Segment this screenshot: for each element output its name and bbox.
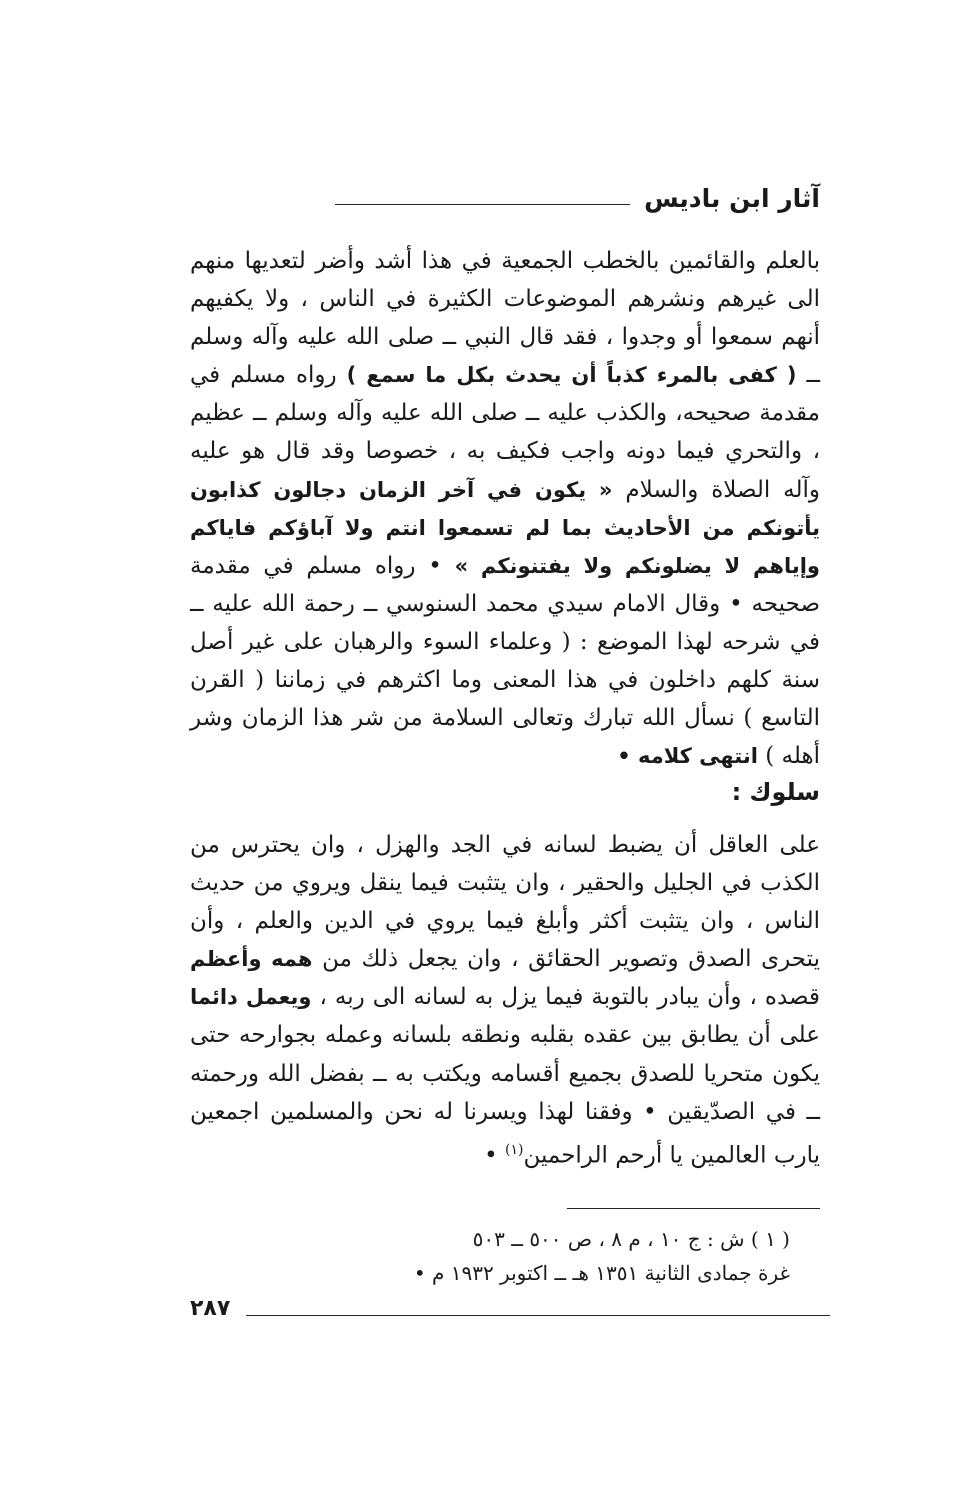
footnote-line-2: غرة جمادى الثانية ١٣٥١ هـ ــ اكتوبر ١٩٣٢ م • [413, 1261, 790, 1285]
quote-ending: انتهى كلامه • [617, 744, 758, 769]
paragraph-2-text-b: قصده ، وأن يبادر بالتوبة فيما يزل به لسانه الى ربه ، [311, 984, 820, 1011]
footnote-rule [567, 1208, 820, 1209]
page-footer [190, 1298, 830, 1320]
paragraph-2-end: • [484, 1142, 505, 1169]
footer-rule [246, 1315, 830, 1316]
book-title: آثار ابن باديس [644, 184, 820, 213]
hadith-quote-1: ( كفى بالمرء كذباً أن يحدث بكل ما سمع ) [346, 363, 797, 388]
footnote-line-1: ( ١ ) ش : ج ١٠ ، م ٨ ، ص ٥٠٠ ــ ٥٠٣ [472, 1227, 790, 1251]
page-number: ٢٨٧ [190, 1296, 231, 1321]
paragraph-2-text-a: على العاقل أن يضبط لسانه في الجد والهزل ، وان يحترس من الكذب في الجليل والحقير ، وان يتثبت فيما ينقل ويروي من حديث الناس ، وان يتثبت أكثر وأبلغ فيما يروي في الدين والعلم ، وأن يتحرى الصدق وتصوير الحقائق ، وان يجعل ذلك من [190, 832, 820, 973]
paragraph-1-text-a: بالعلم والقائمين بالخطب الجمعية في هذا أشد وأضر لتعديها منهم الى غيرهم ونشرهم الموضوعات الكثيرة في الناس ، ولا يكفيهم أنهم سمعوا أو وجدوا ، فقد قال النبي ــ صلى الله عليه وآله وسلم ــ [190, 248, 820, 389]
body-paragraph-1 [190, 242, 820, 775]
body-paragraph-2 [190, 826, 820, 1175]
emphasis-2: ويعمل دائما [190, 985, 312, 1010]
paragraph-1-text-b: رواه مسلم في مقدمة صحيحه، والكذب عليه ــ صلى الله عليه وآله وسلم ــ عظيم ، والتحري فيما دونه واجب فكيف به ، خصوصا وقد قال هو عليه وآله الصلاة والسلام [190, 362, 820, 503]
running-header [335, 186, 820, 211]
paragraph-1-text-c: • رواه مسلم في مقدمة صحيحه • وقال الامام سيدي محمد السنوسي ــ رحمة الله عليه ــ في شرحه لهذا الموضع : ( وعلماء السوء والرهبان على غير أصل سنة كلهم داخلون في هذا المعنى وما اكثرهم في زماننا ( القرن التاسع ) نسأل الله تبارك وتعالى السلامة من شر هذا الزمان وشر أهله ) [190, 552, 820, 770]
emphasis-1: همه وأعظم [190, 947, 313, 972]
hadith-quote-2: « يكون في آخر الزمان دجالون كذابون يأتونكم من الأحاديث بما لم تسمعوا انتم ولا آباؤكم فاياكم وإياهم لا يضلونكم ولا يفتنونكم » [190, 477, 820, 578]
section-heading: سلوك : [731, 778, 820, 806]
header-rule [335, 204, 630, 205]
paragraph-2-text-c: على أن يطابق بين عقده بقلبه ونطقه بلسانه وعمله بجوارحه حتى يكون متحريا للصدق بجميع أقسامه ويكتب به ــ بفضل الله ورحمته ــ في الصدّيقين • وفقنا لهذا ويسرنا له نحن والمسلمين اجمعين يارب العالمين يا أرحم الراحمين [190, 1022, 820, 1169]
footnote-reference: (١) [504, 1141, 524, 1158]
footnote [200, 1222, 790, 1290]
